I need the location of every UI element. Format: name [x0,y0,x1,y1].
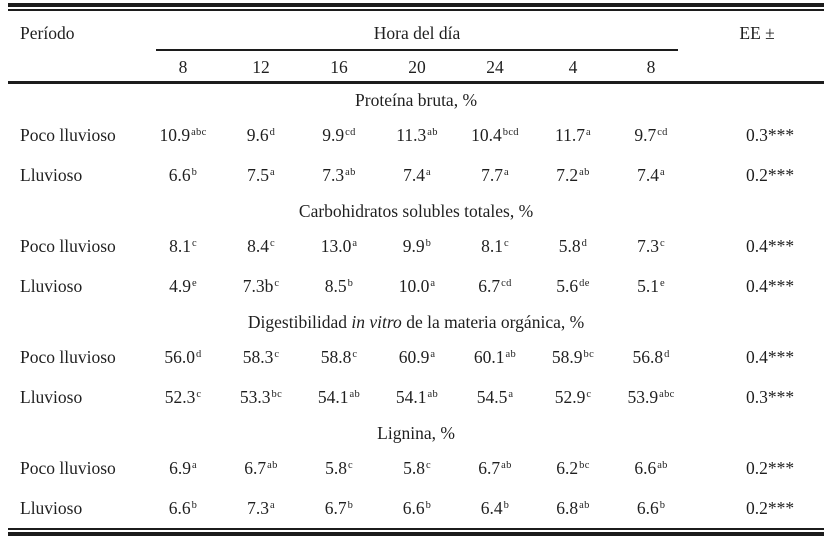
value-base: 9.6 [246,125,269,146]
value-cell [378,448,456,488]
value-superscript: c [586,389,592,401]
header-hora-del-dia-label: Hora del día [373,23,461,43]
section-title-pre: Digestibilidad [247,311,352,332]
value-base: 6.6 [402,498,425,519]
value-base: 7.4 [637,165,659,186]
section-title [8,83,824,116]
value-cell [144,266,222,306]
section-title-italic: in vitro [351,311,402,332]
header-hour: 8 [612,53,690,83]
value-base: 54.5 [476,387,508,408]
value-cell [378,226,456,266]
value-superscript: b [425,238,432,250]
header-hour-spacer-left [8,53,144,83]
value-superscript: a [430,278,436,290]
value-cell [612,266,690,306]
value-cell [378,115,456,155]
value-cell [144,448,222,488]
row-label: Lluvioso [20,498,83,519]
section-title [8,417,824,448]
value-base: 6.7 [324,498,347,519]
table-head [8,11,824,83]
table-row [8,337,824,377]
value-cell [222,266,300,306]
table-row [8,226,824,266]
section-title-post: de la materia orgánica, % [401,311,585,332]
value-superscript: c [274,278,280,290]
ee-value: 0.2*** [746,165,795,186]
value-base: 6.7 [478,458,501,479]
value-base: 54.1 [395,387,427,408]
row-label: Poco lluvioso [20,125,116,146]
value-cell [612,377,690,417]
header-row-groups [8,11,824,53]
value-base: 5.6 [556,276,579,297]
value-base: 58.8 [320,347,352,368]
value-superscript: ab [427,127,438,139]
value-superscript: b [347,278,354,290]
value-cell [300,337,378,377]
header-hour: 8 [144,53,222,83]
value-base: 58.9 [551,347,583,368]
section-header-row [8,417,824,448]
value-superscript: c [347,460,353,472]
value-cell [300,226,378,266]
value-base: 5.8 [403,458,425,479]
value-superscript: a [425,167,431,179]
value-cell [456,377,534,417]
value-superscript: abc [659,389,675,401]
value-superscript: b [659,500,666,512]
value-superscript: d [581,238,588,250]
value-cell [534,337,612,377]
value-base: 9.7 [634,125,657,146]
value-superscript: bc [579,460,590,472]
header-hour: 24 [456,53,534,83]
value-cell [222,448,300,488]
value-base: 60.9 [398,347,430,368]
header-periodo: Período [20,23,75,43]
section-title-pre: Lignina, % [377,422,455,443]
row-label: Lluvioso [20,276,83,297]
data-table [8,11,824,528]
value-cell [222,155,300,195]
value-base: 7.5 [247,165,269,186]
value-cell [222,488,300,528]
value-base: 7.7 [481,165,503,186]
value-superscript: e [660,278,665,290]
table-row [8,155,824,195]
value-base: 7.3b [242,276,274,297]
value-base: 5.8 [558,236,581,257]
value-cell [534,226,612,266]
value-superscript: cd [657,127,668,139]
value-base: 7.2 [556,165,579,186]
value-base: 5.8 [325,458,347,479]
header-ee-label: EE ± [739,23,775,43]
value-cell [534,155,612,195]
value-cell [300,377,378,417]
ee-value: 0.4*** [746,236,795,257]
table-row [8,488,824,528]
value-cell [534,488,612,528]
table-row [8,448,824,488]
section-title-pre: Proteína bruta, % [355,89,478,110]
value-base: 7.4 [403,165,425,186]
value-cell [612,488,690,528]
value-superscript: b [425,500,432,512]
value-cell [456,266,534,306]
value-cell [456,448,534,488]
value-base: 53.3 [239,387,271,408]
ee-value: 0.3*** [746,387,795,408]
value-superscript: c [191,238,197,250]
section-title [8,306,824,337]
value-superscript: b [347,500,354,512]
bottom-rule-thick [8,532,824,536]
value-cell [456,115,534,155]
value-cell [534,377,612,417]
value-cell [612,337,690,377]
value-superscript: bc [583,349,595,361]
header-row-hours [8,53,824,83]
value-cell [456,155,534,195]
table-row [8,377,824,417]
row-label: Poco lluvioso [20,347,116,368]
value-base: 8.1 [481,236,503,257]
value-base: 6.6 [168,498,191,519]
value-superscript: b [191,167,198,179]
value-base: 53.9 [627,387,659,408]
value-superscript: ab [579,500,590,512]
value-superscript: ab [505,349,517,361]
row-label: Lluvioso [20,165,83,186]
value-superscript: c [196,389,202,401]
value-superscript: ab [579,167,590,179]
value-base: 7.3 [637,236,659,257]
value-cell [222,337,300,377]
value-base: 9.9 [402,236,425,257]
value-superscript: cd [345,127,356,139]
value-base: 4.9 [169,276,191,297]
value-superscript: c [352,349,358,361]
table-row [8,115,824,155]
value-base: 11.7 [555,125,585,146]
value-superscript: d [196,349,202,361]
value-superscript: ab [345,167,356,179]
section-header-row [8,195,824,226]
row-label: Poco lluvioso [20,236,116,257]
value-base: 6.8 [556,498,579,519]
value-base: 56.8 [632,347,664,368]
value-base: 10.4 [471,125,502,146]
value-superscript: c [274,349,280,361]
header-hora-group [144,11,690,53]
value-base: 6.6 [634,458,657,479]
value-base: 10.9 [159,125,191,146]
value-cell [144,377,222,417]
value-base: 6.9 [169,458,191,479]
value-superscript: b [191,500,198,512]
value-superscript: c [503,238,509,250]
value-superscript: a [660,167,665,179]
table-body [8,83,824,529]
value-superscript: de [579,278,590,290]
value-base: 6.6 [636,498,659,519]
value-superscript: ab [267,460,278,472]
value-base: 60.1 [473,347,505,368]
value-superscript: ab [349,389,361,401]
value-cell [612,448,690,488]
value-cell [612,155,690,195]
value-base: 7.3 [322,165,345,186]
value-base: 6.4 [480,498,503,519]
value-base: 5.1 [637,276,659,297]
value-cell [534,266,612,306]
value-superscript: a [508,389,514,401]
value-superscript: a [586,127,591,139]
header-hour-spacer-right [690,53,824,83]
value-cell [300,488,378,528]
value-base: 8.5 [324,276,347,297]
value-superscript: d [664,349,670,361]
value-superscript: a [191,460,197,472]
value-cell [378,377,456,417]
header-hour: 12 [222,53,300,83]
value-cell [378,488,456,528]
section-header-row [8,83,824,116]
value-cell [144,155,222,195]
value-cell [534,448,612,488]
value-cell [300,155,378,195]
value-base: 56.0 [164,347,196,368]
value-cell [222,115,300,155]
value-superscript: d [269,127,276,139]
value-cell [612,226,690,266]
value-base: 6.7 [244,458,267,479]
ee-value: 0.3*** [746,125,795,146]
value-cell [378,337,456,377]
value-cell [144,115,222,155]
value-base: 6.2 [556,458,579,479]
value-superscript: e [191,278,197,290]
value-cell [222,377,300,417]
value-superscript: c [660,238,665,250]
section-title [8,195,824,226]
row-label: Poco lluvioso [20,458,116,479]
value-cell [300,266,378,306]
value-superscript: bc [271,389,283,401]
value-cell [144,337,222,377]
value-superscript: bcd [502,127,519,139]
value-base: 6.6 [168,165,191,186]
value-base: 8.1 [169,236,191,257]
value-base: 7.3 [247,498,269,519]
ee-value: 0.2*** [746,458,795,479]
value-base: 13.0 [320,236,352,257]
value-cell [300,448,378,488]
value-base: 9.9 [322,125,345,146]
value-cell [612,115,690,155]
value-superscript: ab [657,460,668,472]
value-superscript: abc [191,127,207,139]
value-superscript: a [269,167,275,179]
hora-underline-rule [156,49,678,51]
ee-value: 0.4*** [746,276,795,297]
value-cell [144,226,222,266]
value-base: 54.1 [317,387,349,408]
value-cell [300,115,378,155]
value-base: 58.3 [242,347,274,368]
value-superscript: a [430,349,436,361]
value-base: 8.4 [247,236,269,257]
value-cell [378,266,456,306]
value-cell [144,488,222,528]
section-header-row [8,306,824,337]
value-base: 11.3 [396,125,427,146]
value-cell [456,226,534,266]
value-superscript: cd [501,278,512,290]
value-base: 6.7 [478,276,501,297]
header-hour: 20 [378,53,456,83]
value-cell [534,115,612,155]
value-superscript: a [269,500,275,512]
value-cell [456,337,534,377]
ee-value: 0.4*** [746,347,795,368]
table-row [8,266,824,306]
value-superscript: ab [427,389,439,401]
value-cell [378,155,456,195]
value-cell [222,226,300,266]
section-title-pre: Carbohidratos solubles totales, % [298,200,534,221]
value-superscript: c [425,460,431,472]
value-superscript: b [503,500,510,512]
value-superscript: a [352,238,358,250]
value-base: 52.3 [164,387,196,408]
value-cell [456,488,534,528]
header-hour: 4 [534,53,612,83]
value-base: 10.0 [398,276,430,297]
value-base: 52.9 [554,387,586,408]
row-label: Lluvioso [20,387,83,408]
ee-value: 0.2*** [746,498,795,519]
value-superscript: ab [501,460,512,472]
value-superscript: c [269,238,275,250]
value-superscript: a [503,167,509,179]
header-hour: 16 [300,53,378,83]
